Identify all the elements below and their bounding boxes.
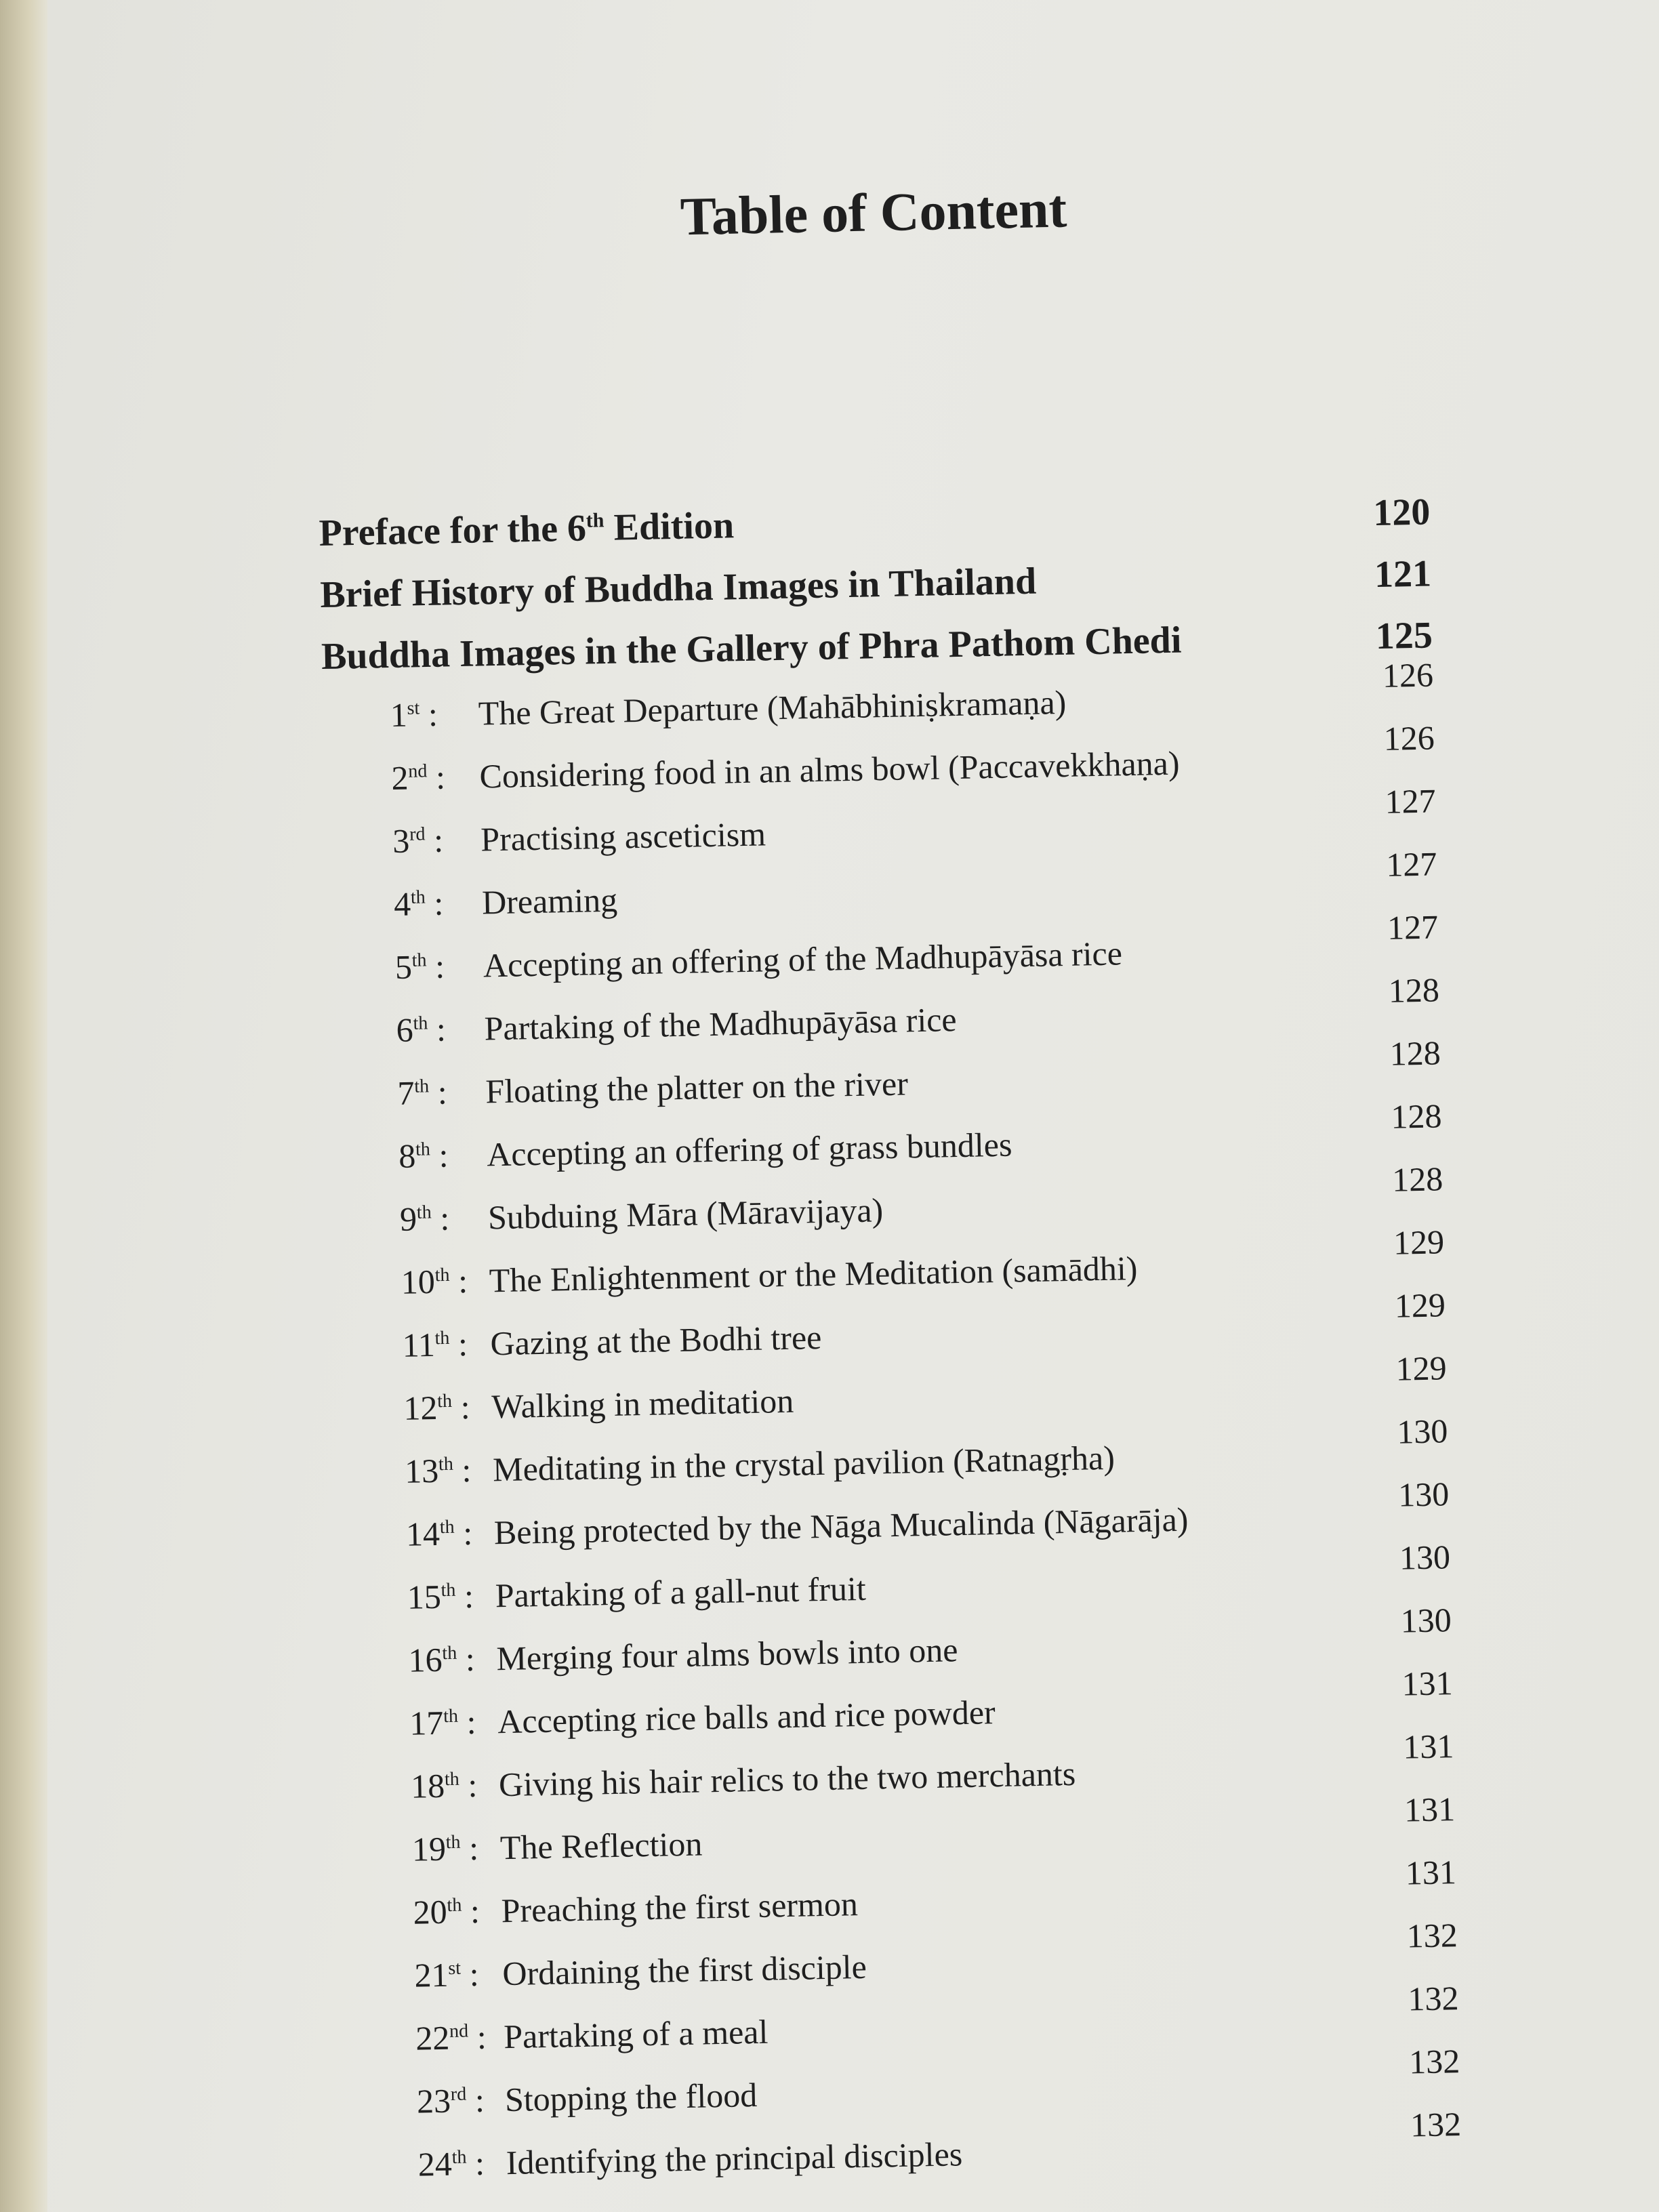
page-title: Table of Content xyxy=(679,179,1068,247)
book-page xyxy=(47,0,1659,2212)
toc-page-number: 131 xyxy=(1402,1727,1454,1766)
toc-entry-number: 12th : xyxy=(403,1387,471,1427)
toc-page-number: 129 xyxy=(1393,1223,1445,1262)
toc-page-number: 128 xyxy=(1391,1160,1443,1199)
toc-entry-title: Practising asceticism xyxy=(480,815,766,859)
toc-page-number: 130 xyxy=(1397,1475,1450,1514)
toc-page-number: 121 xyxy=(1374,552,1432,596)
toc-entry-number: 19th : xyxy=(411,1828,479,1868)
toc-entry-title: Gazing at the Bodhi tree xyxy=(490,1317,822,1363)
toc-page-number: 127 xyxy=(1385,844,1437,884)
toc-entry-number: 1st : xyxy=(390,695,438,735)
toc-page-number: 132 xyxy=(1406,1916,1458,1955)
toc-entry-number: 6th : xyxy=(396,1010,447,1049)
table-of-contents xyxy=(319,491,1462,2209)
toc-entry-title: Merging four alms bowls into one xyxy=(495,1631,958,1678)
toc-entry-number: 20th : xyxy=(413,1891,480,1931)
toc-entry-title: The Enlightenment or the Meditation (samādhi) xyxy=(489,1249,1138,1300)
toc-page-number: 129 xyxy=(1394,1286,1446,1325)
toc-entry-number: 8th : xyxy=(398,1136,449,1175)
toc-entry-title: The Reflection xyxy=(499,1824,703,1867)
toc-entry-title: The Great Departure (Mahābhiniṣkramaṇa) xyxy=(478,682,1067,733)
toc-entry-title: Stopping the flood xyxy=(504,2076,758,2119)
toc-page-number: 131 xyxy=(1405,1853,1457,1892)
toc-entry-number: 11th : xyxy=(402,1325,468,1364)
toc-entry-title: Partaking of a meal xyxy=(503,2012,769,2056)
toc-page-number: 130 xyxy=(1400,1601,1452,1640)
toc-entry-number: 18th : xyxy=(410,1765,478,1805)
toc-page-number: 127 xyxy=(1384,781,1437,821)
toc-entry-title: Dreaming xyxy=(481,880,618,922)
toc-entry-number: 9th : xyxy=(399,1199,450,1238)
toc-entry-number: 4th : xyxy=(393,884,444,923)
toc-entry-number: 24th : xyxy=(417,2144,485,2184)
toc-entry-number: 10th : xyxy=(401,1261,468,1301)
toc-page-number: 126 xyxy=(1383,718,1435,758)
toc-entry-title: Partaking of a gall-nut fruit xyxy=(495,1569,867,1615)
toc-page-number: 125 xyxy=(1375,614,1433,658)
toc-entry-number: 13th : xyxy=(404,1450,472,1490)
toc-entry-title: Accepting rice balls and rice powder xyxy=(497,1693,996,1741)
toc-entry-title: Accepting an offering of grass bundles xyxy=(486,1125,1012,1174)
toc-entry-title: Partaking of the Madhupāyāsa rice xyxy=(484,1000,958,1048)
toc-entry-title: Floating the platter on the river xyxy=(485,1064,909,1111)
toc-page-number: 131 xyxy=(1404,1790,1456,1829)
toc-entry-title: Subduing Māra (Māravijaya) xyxy=(487,1191,884,1237)
toc-entry-title: Accepting an offering of the Madhupāyāsa rice xyxy=(483,934,1123,985)
toc-entry-title: Preaching the first sermon xyxy=(501,1885,859,1930)
toc-page-number: 131 xyxy=(1401,1664,1454,1703)
toc-entry-title: Considering food in an alms bowl (Paccavekkhaṇa) xyxy=(479,743,1180,796)
toc-page-number: 126 xyxy=(1382,655,1434,695)
toc-section-title: Buddha Images in the Gallery of Phra Pathom Chedi xyxy=(321,619,1182,678)
toc-page-number: 132 xyxy=(1408,2042,1460,2081)
toc-entry-number: 3rd : xyxy=(392,821,444,860)
toc-entry-number: 17th : xyxy=(409,1702,477,1742)
toc-entry-title: Ordaining the first disciple xyxy=(501,1947,867,1993)
toc-page-number: 130 xyxy=(1399,1538,1451,1577)
toc-entry-number: 16th : xyxy=(408,1639,476,1679)
book-spine xyxy=(0,0,47,2212)
toc-page-number: 128 xyxy=(1390,1097,1442,1136)
toc-page-number: 130 xyxy=(1396,1412,1448,1451)
toc-entry-number: 15th : xyxy=(407,1576,474,1616)
toc-entry-title: Identifying the principal disciples xyxy=(506,2135,963,2182)
toc-page-number: 127 xyxy=(1387,907,1439,947)
toc-entry-number: 14th : xyxy=(405,1513,473,1553)
toc-section-title: Preface for the 6th Edition xyxy=(319,504,735,554)
toc-entry-title: Giving his hair relics to the two merchants xyxy=(498,1754,1076,1804)
toc-section-title: Brief History of Buddha Images in Thailand xyxy=(319,560,1037,616)
toc-entry-title: Being protected by the Nāga Mucalinda (Nāgarāja) xyxy=(493,1500,1189,1552)
toc-entry-number: 5th : xyxy=(394,947,445,986)
toc-page-number: 129 xyxy=(1395,1349,1448,1388)
toc-entry-number: 7th : xyxy=(396,1073,448,1112)
toc-page-number: 128 xyxy=(1389,1033,1441,1073)
toc-entry-number: 21st : xyxy=(413,1954,480,1994)
toc-page-number: 132 xyxy=(1407,1979,1459,2018)
toc-page-number: 132 xyxy=(1410,2105,1462,2144)
toc-entry-number: 22nd : xyxy=(415,2018,487,2057)
toc-entry-title: Meditating in the crystal pavilion (Ratnagṛha) xyxy=(492,1438,1115,1489)
toc-entry-number: 23rd : xyxy=(416,2081,485,2121)
toc-page-number: 128 xyxy=(1388,970,1440,1010)
toc-page-number: 120 xyxy=(1372,491,1431,535)
toc-entry-number: 2nd : xyxy=(391,758,446,798)
toc-entry-title: Walking in meditation xyxy=(491,1381,794,1426)
